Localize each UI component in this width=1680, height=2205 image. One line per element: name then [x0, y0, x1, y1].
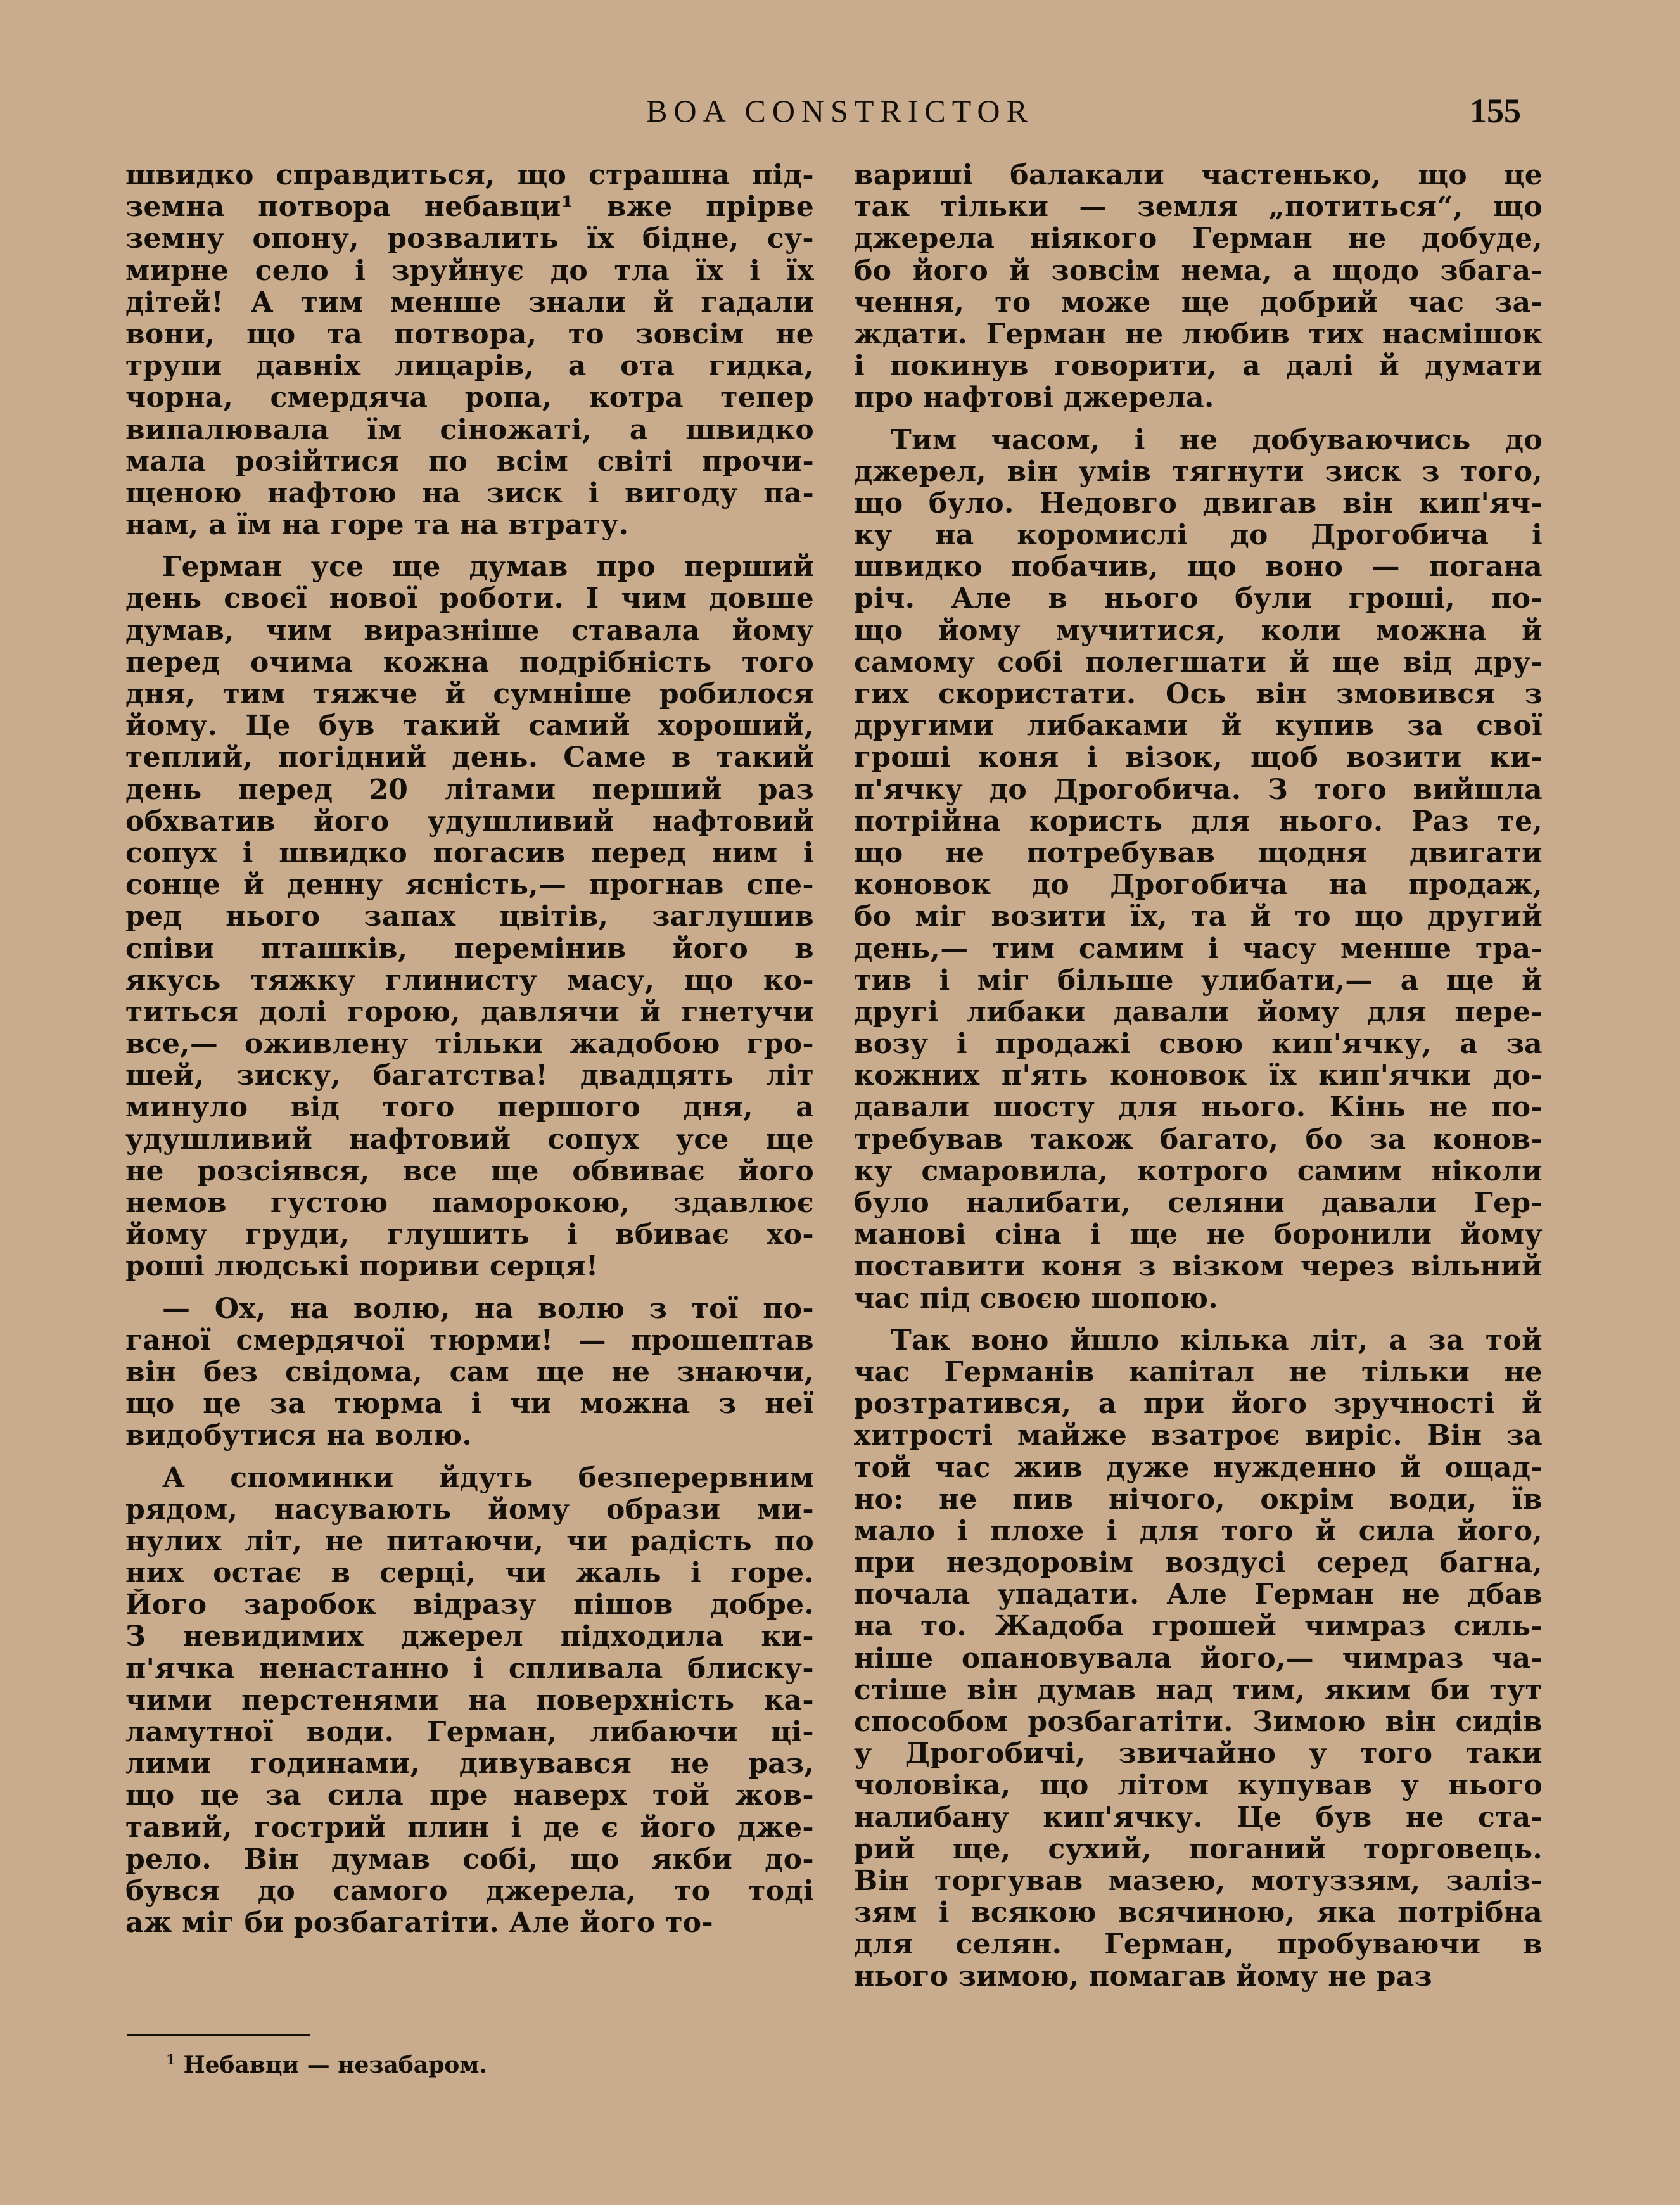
text-line: мало і плохе і для того й сила його, — [854, 1515, 1543, 1547]
text-line: земна потвора небавци¹ вже прірве — [125, 191, 814, 224]
text-line: не розсіявся, все ще обвиває його — [125, 1155, 814, 1187]
running-title: BOA CONSTRICTOR — [646, 93, 1034, 129]
paragraph-gap — [854, 414, 1543, 425]
text-line: чення, то може ще добрий час за- — [854, 286, 1543, 319]
text-line: чорна, смердяча ропа, котра тепер — [125, 382, 814, 414]
text-line: нього зимою, помагав йому не раз — [854, 1960, 1432, 1993]
text-line: теплий, погідний день. Саме в такий — [125, 742, 814, 774]
text-line: ждати. Герман не любив тих насмішок — [854, 318, 1543, 350]
text-line: требував також багато, бо за конов- — [854, 1123, 1543, 1156]
text-line: земну опону, розвалить їх бідне, су- — [125, 223, 814, 255]
text-line: коновок до Дрогобича на продаж, — [854, 869, 1543, 902]
text-line: день своєї нової роботи. І чим довше — [125, 583, 814, 615]
paragraph-gap — [125, 1283, 814, 1293]
text-line: бо його й зовсім нема, а щодо збага- — [854, 255, 1543, 287]
text-line: час під своєю шопою. — [854, 1282, 1218, 1315]
page-number: 155 — [1470, 92, 1521, 130]
text-line: що було. Недовго двигав він кип'яч- — [854, 487, 1543, 520]
footnote-marker: 1 — [166, 2052, 176, 2068]
text-line: що не потребував щодня двигати — [854, 837, 1543, 869]
text-line: вони, що та потвора, то зовсім не — [125, 318, 814, 350]
text-line: що йому мучитися, коли можна й — [854, 615, 1543, 647]
text-line: А споминки йдуть безперервним — [162, 1462, 814, 1494]
text-line: рядом, насувають йому образи ми- — [125, 1493, 814, 1526]
text-line: йому. Це був такий самий хороший, — [125, 710, 814, 743]
text-line: минуло від того першого дня, а — [125, 1092, 814, 1124]
text-line: ганої смердячої тюрми! — прошептав — [125, 1324, 814, 1357]
paragraph-gap — [854, 1315, 1543, 1325]
text-line: дітей! А тим менше знали й гадали — [125, 286, 814, 319]
paragraph — [125, 551, 814, 1282]
text-line: джерел, він умів тягнути зиск з того, — [854, 456, 1543, 488]
text-line: думав, чим виразніше ставала йому — [125, 615, 814, 647]
text-line: дня, тим тяжче й сумніше робилося — [125, 679, 814, 710]
text-line: поставити коня з візком через вільний — [854, 1251, 1543, 1283]
text-line: почала упадати. Але Герман не дбав — [854, 1579, 1543, 1611]
text-line: щеною нафтою на зиск і вигоду па- — [125, 477, 814, 509]
paragraph — [125, 1293, 814, 1452]
text-line: ку смаровила, котрого самим ніколи — [854, 1155, 1543, 1187]
text-line: другими либаками й купив за свої — [854, 710, 1543, 743]
text-line: способом розбагатіти. Зимою він сидів — [854, 1706, 1543, 1738]
text-line: гих скористати. Ось він змовився з — [854, 679, 1543, 710]
text-line: якусь тяжку глинисту масу, що ко- — [125, 964, 814, 997]
text-line: він без свідома, сам ще не знаючи, — [125, 1356, 814, 1388]
paragraph — [854, 425, 1543, 1315]
text-line: було налибати, селяни давали Гер- — [854, 1187, 1543, 1219]
text-line: налибану кип'ячку. Це був не ста- — [854, 1801, 1543, 1834]
text-line: Герман усе ще думав про перший — [162, 551, 814, 584]
text-line: при нездоровім воздусі серед багна, — [854, 1547, 1543, 1580]
text-line: ред нього запах цвітів, заглушив — [125, 901, 814, 933]
text-line: чими перстенями на поверхність ка- — [125, 1684, 814, 1716]
text-line: для селян. Герман, пробуваючи в — [854, 1929, 1543, 1961]
text-line: тавий, гострий плин і де є його дже- — [125, 1812, 814, 1844]
text-line: лими годинами, дивувався не раз, — [125, 1748, 814, 1780]
text-line: возу і продажі свою кип'ячку, а за — [854, 1028, 1543, 1061]
text-line: хитрості майже взатроє виріс. Він за — [854, 1420, 1543, 1452]
text-line: перед очима кожна подрібність того — [125, 646, 814, 679]
text-line: рий ще, сухий, поганий торговець. — [854, 1833, 1543, 1865]
paragraph — [125, 1462, 814, 1940]
text-line: манові сіна і ще не боронили йому — [854, 1219, 1543, 1251]
text-line: З невидимих джерел підходила ки- — [125, 1621, 814, 1653]
text-line: самому собі полегшати й ще від дру- — [854, 646, 1543, 679]
text-line: сонце й денну ясність,— прогнав спе- — [125, 869, 814, 902]
text-line: Тим часом, і не добуваючись до — [891, 424, 1543, 456]
text-line: мала розійтися по всім світі прочи- — [125, 445, 814, 478]
right-text-column — [854, 160, 1543, 1993]
footnote-text: Небавци — незабаром. — [183, 2052, 488, 2078]
paragraph-gap — [125, 541, 814, 551]
paragraph — [125, 160, 814, 541]
left-text-column — [125, 160, 814, 1939]
text-line: тив і міг більше улибати,— а ще й — [854, 964, 1543, 997]
text-line: рело. Він думав собі, що якби до- — [125, 1843, 814, 1876]
text-line: но: не пив нічого, окрім води, їв — [854, 1483, 1543, 1516]
text-line: стіше він думав над тим, яким би тут — [854, 1674, 1543, 1706]
text-line: день перед 20 літами перший раз — [125, 774, 814, 806]
text-line: швидко справдиться, що страшна під- — [125, 160, 814, 191]
text-line: що це за сила пре наверх той жов- — [125, 1780, 814, 1812]
text-line: співи пташків, перемінив його в — [125, 933, 814, 965]
text-line: п'ячку до Дрогобича. З того вийшла — [854, 774, 1543, 806]
text-line: гроші коня і візок, щоб возити ки- — [854, 742, 1543, 774]
text-line: і покинув говорити, а далі й думати — [854, 350, 1543, 383]
text-line: час Германів капітал не тільки не — [854, 1356, 1543, 1388]
running-head — [0, 89, 1680, 133]
text-line: мирне село і зруйнує до тла їх і їх — [125, 255, 814, 287]
text-line: аж міг би розбагатіти. Але його то- — [125, 1907, 713, 1940]
paragraph — [854, 1325, 1543, 1993]
text-line: випалювала їм сіножаті, а швидко — [125, 414, 814, 446]
text-line: потрійна користь для нього. Раз те, — [854, 805, 1543, 838]
text-line: Так воно йшло кілька літ, а за той — [891, 1324, 1543, 1357]
text-line: у Дрогобичі, звичайно у того таки — [854, 1738, 1543, 1770]
text-line: титься долі горою, давлячи й гнетучи — [125, 996, 814, 1028]
text-line: — Ох, на волю, на волю з тої по- — [162, 1293, 814, 1325]
text-line: ніше опановувала його,— чимраз ча- — [854, 1642, 1543, 1675]
text-line: трупи давніх лицарів, а ота гидка, — [125, 350, 814, 383]
text-line: зям і всякою всячиною, яка потрібна — [854, 1897, 1543, 1929]
text-line: все,— оживлену тільки жадобою гро- — [125, 1028, 814, 1061]
text-line: нулих літ, не питаючи, чи радість по — [125, 1525, 814, 1557]
text-line: кожних п'ять коновок їх кип'ячки до- — [854, 1060, 1543, 1092]
text-line: п'ячка ненастанно і спливала блиску- — [125, 1652, 814, 1685]
paragraph — [854, 160, 1543, 414]
text-line: що це за тюрма і чи можна з неї — [125, 1388, 814, 1421]
paragraph-gap — [125, 1452, 814, 1462]
text-line: немов густою паморокою, здавлює — [125, 1187, 814, 1219]
text-line: бувся до самого джерела, то тоді — [125, 1875, 814, 1907]
text-line: Він торгував мазею, мотуззям, заліз- — [854, 1865, 1543, 1897]
text-line: удушливий нафтовий сопух усе ще — [125, 1123, 814, 1156]
text-line: швидко побачив, що воно — погана — [854, 551, 1543, 584]
text-line: чоловіка, що літом купував у нього — [854, 1770, 1543, 1802]
text-line: ламутної води. Герман, либаючи ці- — [125, 1716, 814, 1748]
text-line: так тільки — земля „потиться“, що — [854, 191, 1543, 224]
text-line: шей, зиску, багатства! двадцять літ — [125, 1060, 814, 1092]
footnote — [166, 2050, 487, 2080]
text-line: видобутися на волю. — [125, 1420, 473, 1452]
text-line: той час жив дуже нужденно й ощад- — [854, 1452, 1543, 1484]
text-line: нам, а їм на горе та на втрату. — [125, 509, 629, 542]
text-line: роші людські пориви серця! — [125, 1251, 599, 1283]
text-line: річ. Але в нього були гроші, по- — [854, 583, 1543, 615]
footnote-rule — [127, 2034, 310, 2036]
text-line: давали шосту для нього. Кінь не по- — [854, 1092, 1543, 1124]
text-line: сопух і швидко погасив перед ним і — [125, 837, 814, 869]
text-line: на то. Жадоба грошей чимраз силь- — [854, 1611, 1543, 1643]
text-line: джерела ніякого Герман не добуде, — [854, 223, 1543, 255]
text-line: вариші балакали частенько, що це — [854, 160, 1543, 191]
text-line: про нафтові джерела. — [854, 382, 1214, 414]
text-line: йому груди, глушить і вбиває хо- — [125, 1219, 814, 1251]
text-line: другі либаки давали йому для пере- — [854, 996, 1543, 1028]
text-line: Його заробок відразу пішов добре. — [125, 1589, 814, 1621]
text-line: бо міг возити їх, та й то що другий — [854, 901, 1543, 933]
text-line: них остає в серці, чи жаль і горе. — [125, 1557, 814, 1590]
text-line: розтратився, а при його зручності й — [854, 1388, 1543, 1421]
text-line: день,— тим самим і часу менше тра- — [854, 933, 1543, 965]
text-line: ку на коромислі до Дрогобича і — [854, 520, 1543, 552]
text-line: обхватив його удушливий нафтовий — [125, 805, 814, 838]
